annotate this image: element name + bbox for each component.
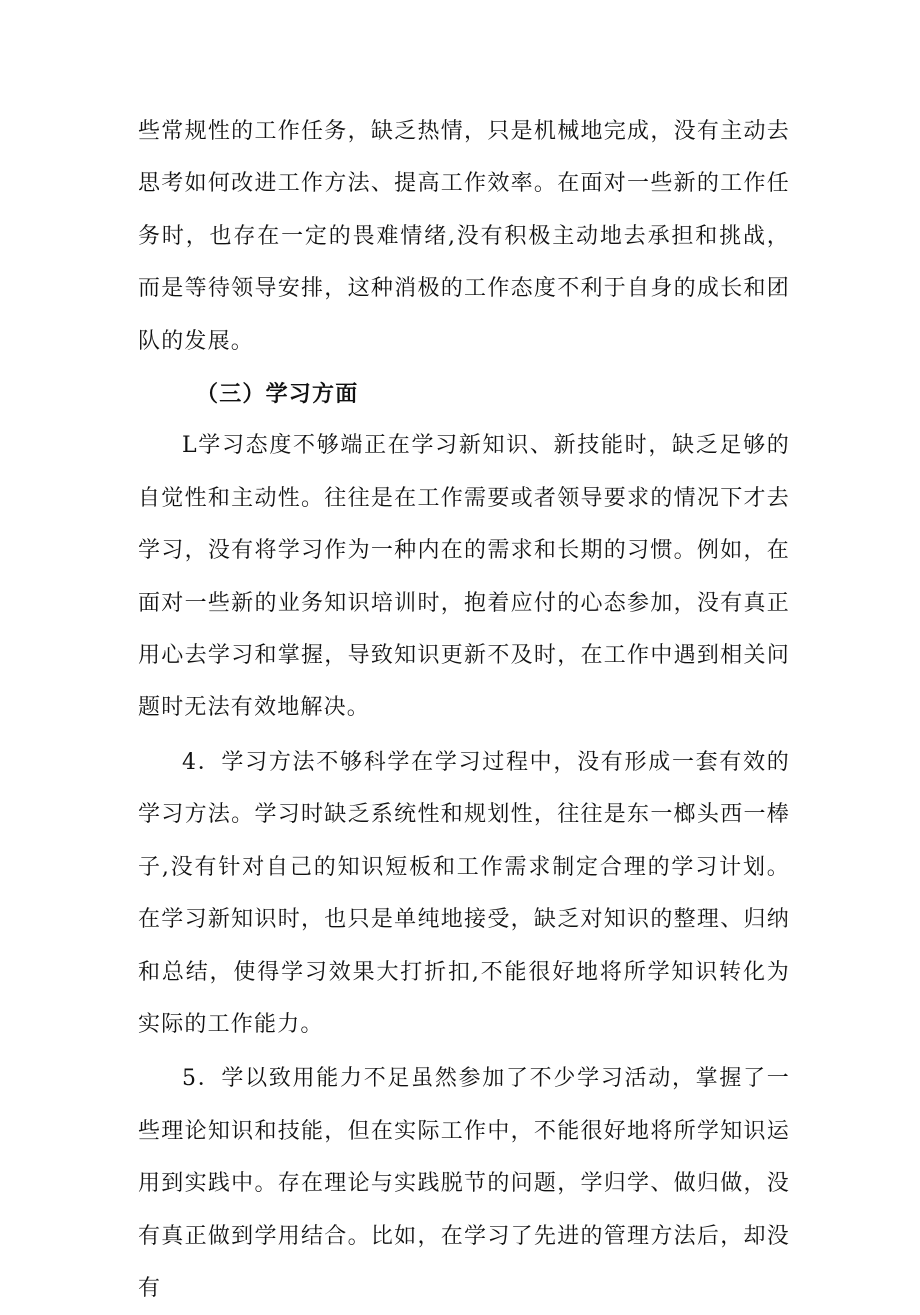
paragraph-continuation: 些常规性的工作任务，缺乏热情，只是机械地完成，没有主动去思考如何改进工作方法、提高工作效率。在面对一些新的工作任务时，也存在一定的畏难情绪,没有积极主动地去承担和挑战，而是等待领导安排，这种消极的工作态度不利于自身的成长和团队的发展。 xyxy=(138,119,790,354)
paragraph-learning-method: 4．学习方法不够科学在学习过程中，没有形成一套有效的学习方法。学习时缺乏系统性和规划性，往往是东一榔头西一棒子,没有针对自己的知识短板和工作需求制定合理的学习计划。在学习新知识时，也只是单纯地接受，缺乏对知识的整理、归纳和总结，使得学习效果大打折扣,不能很好地将所学知识转化为实际的工作能力。 xyxy=(138,749,790,1037)
paragraph-learning-application: 5．学以致用能力不足虽然参加了不少学习活动，掌握了一些理论知识和技能，但在实际工作中，不能很好地将所学知识运用到实践中。存在理论与实践脱节的问题，学归学、做归做，没有真正做到学用结合。比如，在学习了先进的管理方法后，却没有 xyxy=(138,1066,790,1301)
section-heading-learning: （三）学习方面 xyxy=(196,381,359,408)
paragraph-learning-attitude: L学习态度不够端正在学习新知识、新技能时，缺乏足够的自觉性和主动性。往往是在工作需要或者领导要求的情况下才去学习，没有将学习作为一种内在的需求和长期的习惯。例如，在面对一些新的业务知识培训时，抱着应付的心态参加，没有真正用心去学习和掌握，导致知识更新不及时，在工作中遇到相关问题时无法有效地解决。 xyxy=(138,433,790,721)
document-body xyxy=(138,106,790,1315)
